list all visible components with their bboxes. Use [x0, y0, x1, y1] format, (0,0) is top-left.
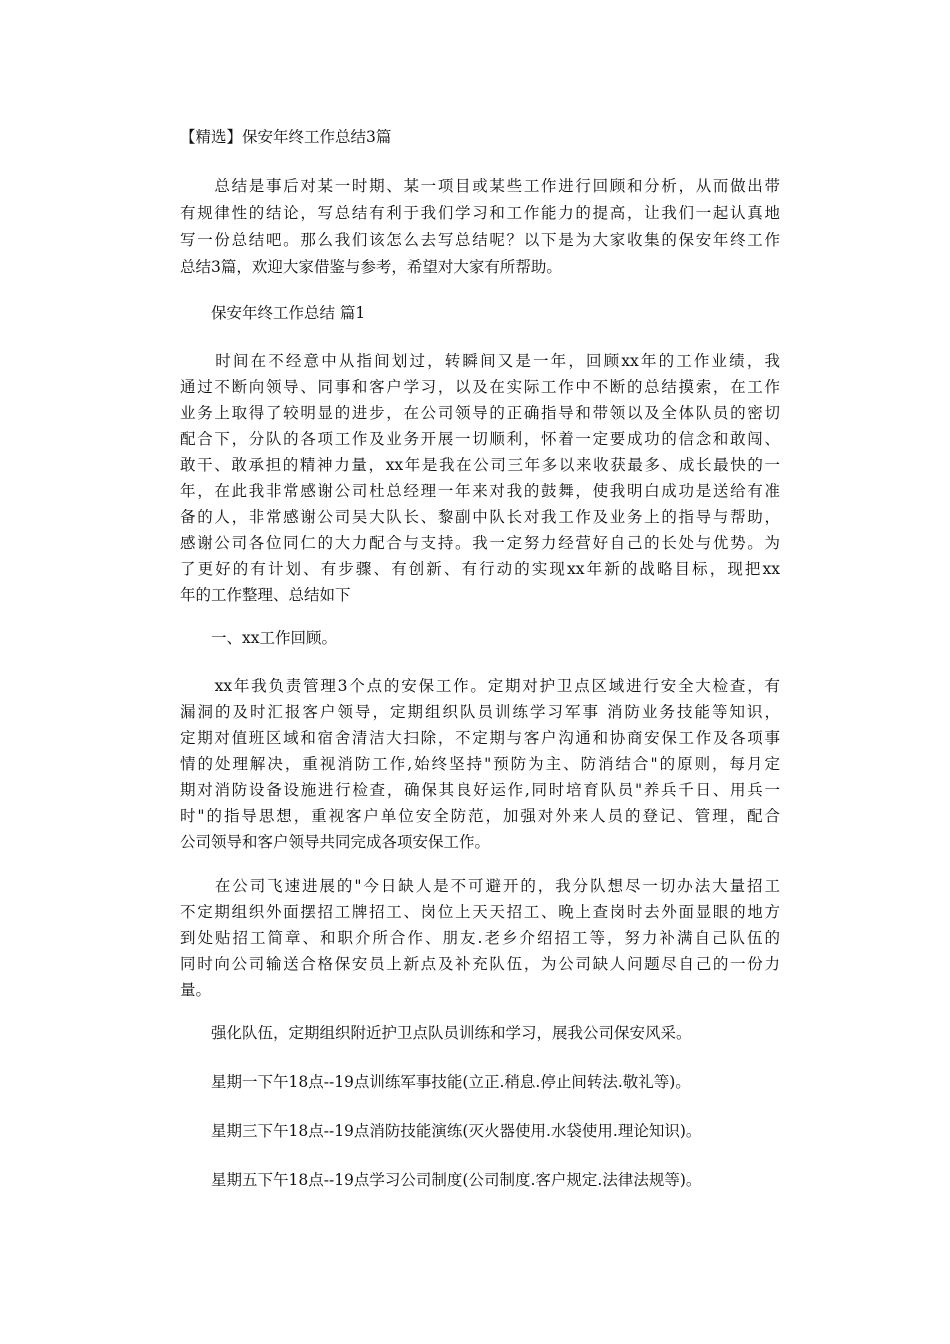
paragraph-line: 配合下，分队的各项工作及业务开展一切顺利，怀着一定要成功的信念和敢闯、	[180, 430, 780, 448]
intro-line: 总结3篇，欢迎大家借鉴与参考，希望对大家有所帮助。	[180, 258, 562, 276]
sub-heading: 一、xx工作回顾。	[180, 629, 337, 647]
paragraph-line: 敢干、敢承担的精神力量，xx年是我在公司三年多以来收获最多、成长最快的一	[180, 456, 780, 474]
paragraph-line: 业务上取得了较明显的进步，在公司领导的正确指导和带领以及全体队员的密切	[180, 404, 780, 422]
paragraph-line: 时间在不经意中从指间划过，转瞬间又是一年，回顾xx年的工作业绩，我	[180, 352, 780, 370]
paragraph-line: 感谢公司各位同仁的大力配合与支持。我一定努力经营好自己的长处与优势。为	[180, 534, 780, 552]
schedule-item: 星期一下午18点--19点训练军事技能(立正.稍息.停止间转法.敬礼等)。	[180, 1073, 691, 1091]
schedule-item: 星期五下午18点--19点学习公司制度(公司制度.客户规定.法律法规等)。	[180, 1171, 702, 1189]
section-heading: 保安年终工作总结 篇1	[180, 304, 366, 322]
schedule-item: 星期三下午18点--19点消防技能演练(灭火器使用.水袋使用.理论知识)。	[180, 1122, 702, 1140]
paragraph-line: 定期对值班区域和宿舍清洁大扫除，不定期与客户沟通和协商安保工作及各项事	[180, 729, 780, 747]
paragraph-line: 在公司飞速进展的"今日缺人是不可避开的，我分队想尽一切办法大量招工	[180, 877, 780, 895]
paragraph-line: 时"的指导思想，重视客户单位安全防范，加强对外来人员的登记、管理，配合	[180, 807, 780, 825]
paragraph-line: 期对消防设备设施进行检查，确保其良好运作,同时培育队员"养兵千日、用兵一	[180, 781, 780, 799]
paragraph-line: 情的处理解决，重视消防工作,始终坚持"预防为主、防消结合"的原则，每月定	[180, 755, 780, 773]
document-title: 【精选】保安年终工作总结3篇	[180, 128, 392, 146]
paragraph-line: 强化队伍，定期组织附近护卫点队员训练和学习，展我公司保安风采。	[180, 1024, 692, 1042]
paragraph-line: 同时向公司输送合格保安员上新点及补充队伍，为公司缺人问题尽自己的一份力	[180, 955, 780, 973]
paragraph-line: 了更好的有计划、有步骤、有创新、有行动的实现xx年新的战略目标，现把xx	[180, 560, 780, 578]
paragraph-line: 量。	[180, 981, 212, 999]
intro-line: 总结是事后对某一时期、某一项目或某些工作进行回顾和分析，从而做出带	[180, 177, 780, 195]
paragraph-line: 不定期组织外面摆招工牌招工、岗位上天天招工、晚上查岗时去外面显眼的地方	[180, 903, 780, 921]
paragraph-line: 公司领导和客户领导共同完成各项安保工作。	[180, 833, 491, 851]
intro-line: 写一份总结吧。那么我们该怎么去写总结呢？以下是为大家收集的保安年终工作	[180, 231, 780, 249]
paragraph-line: 到处贴招工简章、和职介所合作、朋友.老乡介绍招工等，努力补满自己队伍的	[180, 929, 780, 947]
paragraph-line: 漏洞的及时汇报客户领导，定期组织队员训练学习军事 消防业务技能等知识，	[180, 703, 780, 721]
paragraph-line: 年，在此我非常感谢公司杜总经理一年来对我的鼓舞，使我明白成功是送给有准	[180, 482, 780, 500]
intro-line: 有规律性的结论，写总结有利于我们学习和工作能力的提高，让我们一起认真地	[180, 204, 780, 222]
paragraph-line: 通过不断向领导、同事和客户学习，以及在实际工作中不断的总结摸索，在工作	[180, 378, 780, 396]
paragraph-line: xx年我负责管理3个点的安保工作。定期对护卫点区域进行安全大检查，有	[180, 677, 780, 695]
paragraph-line: 年的工作整理、总结如下	[180, 586, 351, 604]
paragraph-line: 备的人，非常感谢公司吴大队长、黎副中队长对我工作及业务上的指导与帮助，	[180, 508, 780, 526]
